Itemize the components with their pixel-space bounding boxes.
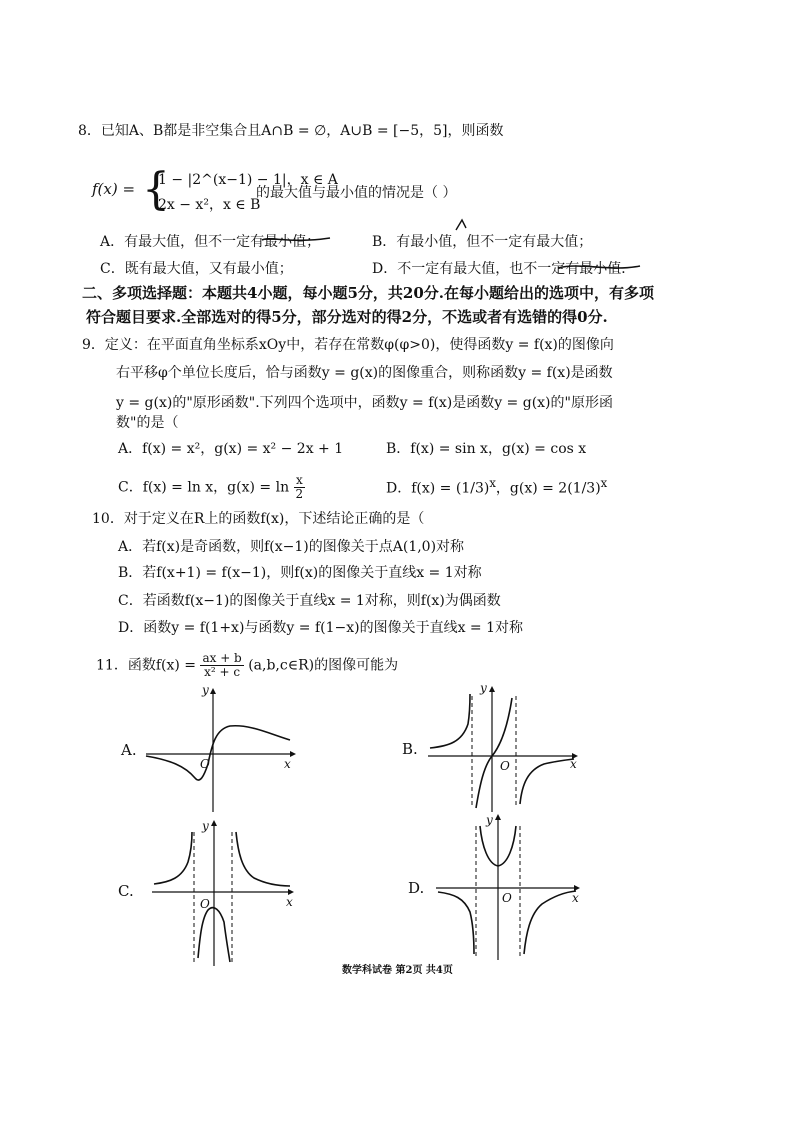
q11-fraction [200, 652, 243, 679]
q8-option-d: D．不一定有最大值，也不一定有最小值． [372, 261, 636, 277]
q11-stem-pre: 11．函数f(x) = [96, 657, 196, 674]
curve-middle [476, 698, 512, 808]
q9-option-b: B．f(x) = sin x，g(x) = cos x [386, 441, 587, 457]
q9-option-d-exponent: x [489, 476, 496, 490]
x-axis-label: x [286, 895, 293, 909]
curve-left [430, 694, 470, 748]
y-axis-label: y [486, 813, 493, 827]
brace-icon: { [142, 164, 170, 215]
q8-case-2: 2x − x²，x ∈ B [158, 197, 261, 213]
q10-stem: 10．对于定义在R上的函数f(x)，下述结论正确的是（ [92, 511, 425, 527]
q9-option-c-fraction [294, 474, 306, 501]
origin-label: O [502, 891, 512, 905]
y-axis-label: y [202, 819, 209, 833]
q8-option-a: A．有最大值，但不一定有最小值； [100, 234, 321, 250]
y-axis-arrow-icon [211, 820, 217, 826]
graph-a-label: A. [121, 741, 137, 759]
curve-left [438, 892, 474, 954]
graph-c-label: C. [118, 882, 134, 900]
q10-option-b: B．若f(x+1) = f(x−1)，则f(x)的图像关于直线x = 1对称 [118, 565, 482, 581]
origin-label: O [500, 759, 510, 773]
page-footer: 数学科试卷 第2页 共4页 [342, 965, 453, 976]
x-axis-label: x [284, 757, 291, 771]
q11-stem-post: (a,b,c∈R)的图像可能为 [248, 657, 399, 674]
graph-c [148, 818, 308, 968]
section-2-rules: 符合题目要求.全部选对的得5分，部分选对的得2分，不选或者有选错的得0分. [86, 308, 608, 326]
y-axis-label: y [202, 683, 209, 697]
q8-question-tail: 的最大值与最小值的情况是（ ） [256, 185, 457, 201]
q9-option-d-text: D．f(x) = (1/3) [386, 480, 490, 497]
q8-case-1: 1 − |2^(x−1) − 1|，x ∈ A [158, 172, 338, 188]
q11-stem [96, 652, 398, 679]
graph-b [424, 681, 584, 814]
q9-option-c-text: C．f(x) = ln x，g(x) = ln [118, 479, 290, 496]
curve-right [520, 759, 574, 804]
q10-option-d: D．函数y = f(1+x)与函数y = f(1−x)的图像关于直线x = 1对称 [118, 620, 524, 636]
q9-line-4: 数"的是（ [116, 415, 179, 431]
q10-option-a: A．若f(x)是奇函数，则f(x−1)的图像关于点A(1,0)对称 [118, 539, 465, 555]
q9-line-1: 9．定义：在平面直角坐标系xOy中，若存在常数φ(φ>0)，使得函数y = f(x)的图像向 [82, 337, 614, 353]
fraction-denominator: x² + c [204, 665, 241, 679]
q9-option-a: A．f(x) = x²，g(x) = x² − 2x + 1 [118, 441, 344, 457]
origin-label: O [200, 897, 210, 911]
curve [146, 726, 290, 780]
q10-option-c: C．若函数f(x−1)的图像关于直线x = 1对称，则f(x)为偶函数 [118, 593, 501, 609]
fraction-numerator: x [294, 474, 306, 488]
q9-option-d-g: ，g(x) = 2(1/3) [495, 480, 601, 497]
graph-a [140, 684, 300, 814]
y-axis-arrow-icon [489, 686, 495, 692]
q8-option-c: C．既有最大值，又有最小值； [100, 261, 293, 277]
section-2-heading: 二、多项选择题：本题共4小题，每小题5分，共20分.在每小题给出的选项中，有多项 [82, 284, 654, 302]
q9-option-d [386, 474, 607, 498]
x-axis-label: x [572, 891, 579, 905]
handwritten-strike-marks [0, 0, 794, 300]
q9-option-c [118, 474, 305, 501]
q9-line-3: y = g(x)的"原形函数".下列四个选项中，函数y = f(x)是函数y = g(x)的"原形函 [116, 395, 613, 411]
y-axis-label: y [480, 681, 487, 695]
q8-stem: 8．已知A、B都是非空集合且A∩B = ∅，A∪B = [−5，5]，则函数 [78, 123, 504, 139]
q9-option-d-exponent-2: x [600, 476, 608, 490]
fraction-denominator: 2 [295, 487, 304, 501]
x-axis-arrow-icon [290, 751, 296, 757]
curve-right [236, 832, 290, 886]
y-axis-arrow-icon [495, 814, 501, 820]
q8-fx-label: f(x) = [92, 180, 136, 198]
y-axis-arrow-icon [210, 688, 216, 694]
fraction-numerator: ax + b [202, 651, 242, 665]
origin-label: O [200, 757, 210, 771]
graph-d-label: D. [408, 879, 425, 897]
graph-b-label: B. [402, 740, 418, 758]
x-axis-label: x [570, 757, 577, 771]
graph-d [434, 812, 594, 962]
q9-line-2: 右平移φ个单位长度后，恰与函数y = g(x)的图像重合，则称函数y = f(x)是函数 [116, 365, 613, 381]
curve-right [524, 891, 576, 954]
q8-option-b: B．有最小值，但不一定有最大值； [372, 234, 593, 250]
curve-left [154, 832, 192, 884]
